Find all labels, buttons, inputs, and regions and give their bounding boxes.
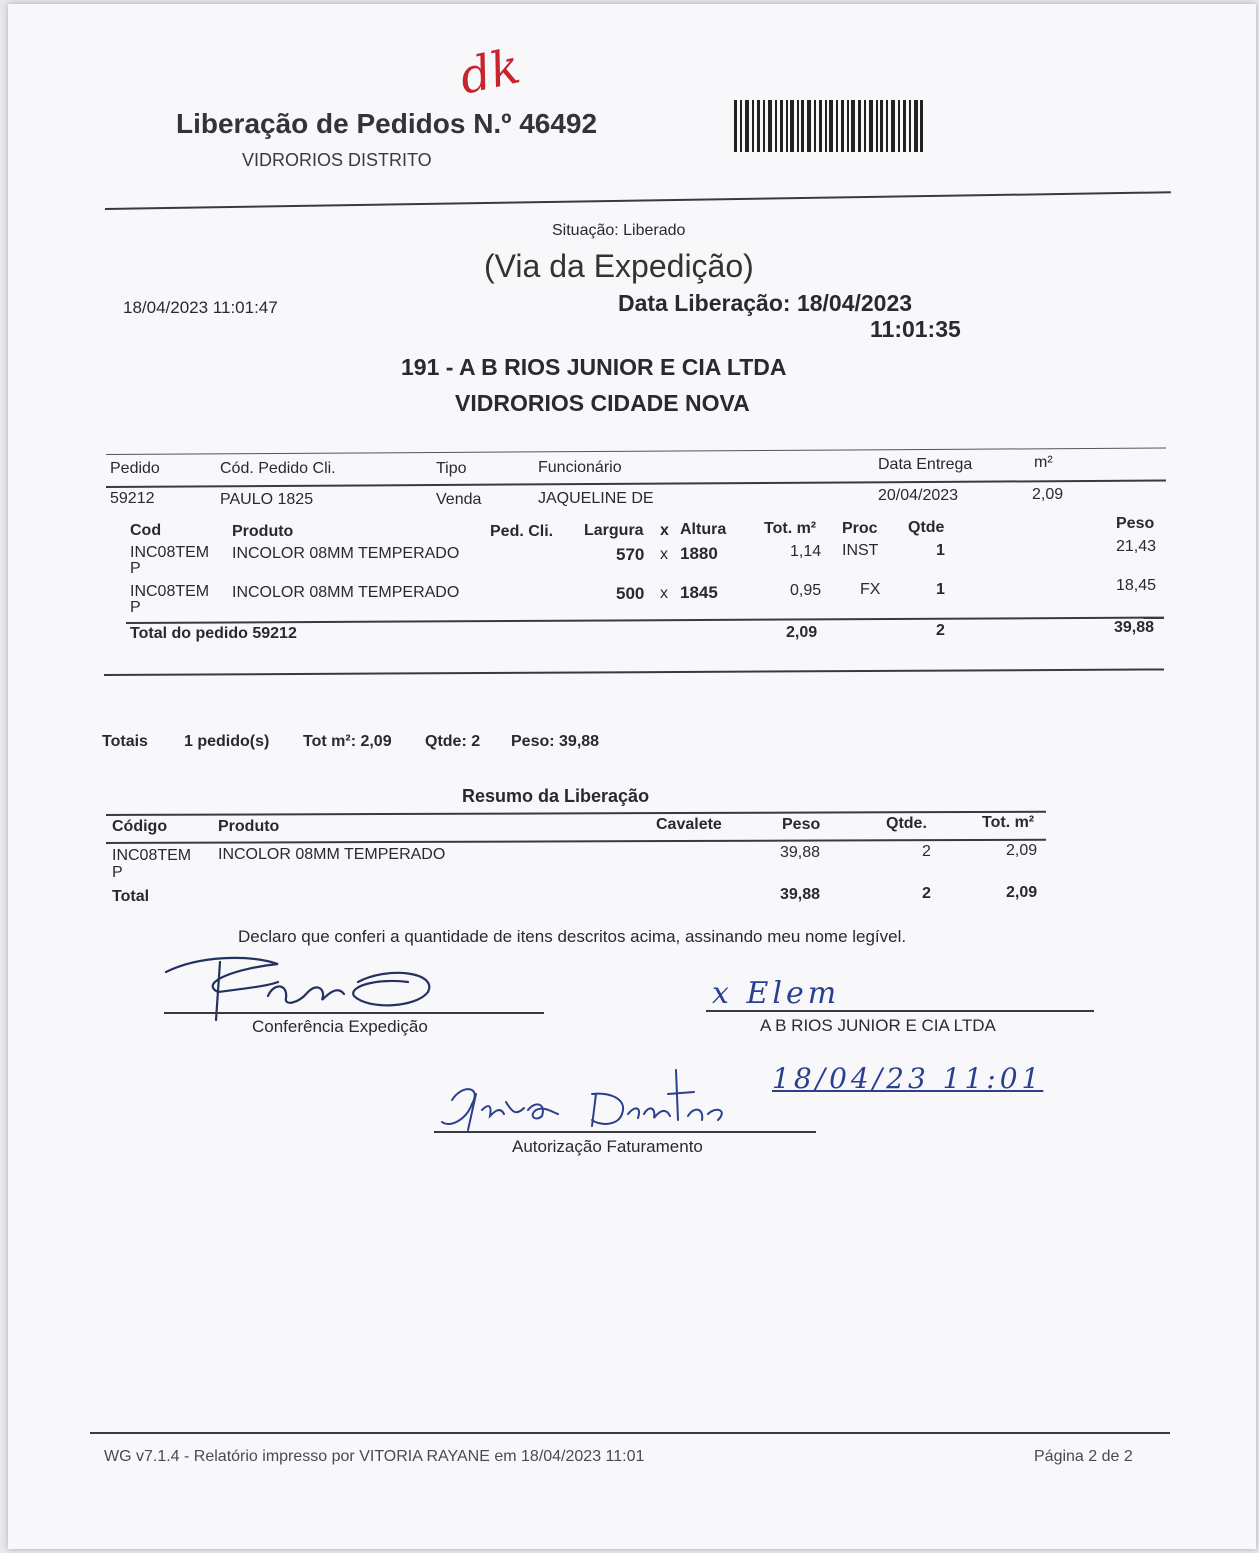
item-proc: INST — [842, 542, 879, 559]
items-col-tot-m2: Tot. m² — [764, 520, 817, 537]
signature-line-left — [164, 1012, 544, 1014]
item-x: x — [660, 585, 668, 602]
order-number: 59212 — [110, 490, 155, 507]
order-header-line — [106, 480, 1166, 488]
item-altura: 1845 — [680, 583, 718, 602]
col-cod-pedido-cli: Cód. Pedido Cli. — [220, 460, 336, 477]
footer-print-info: WG v7.1.4 - Relatório impresso por VITORIA RAYANE em 18/04/2023 11:01 — [104, 1448, 645, 1465]
item-produto: INCOLOR 08MM TEMPERADO — [232, 545, 460, 562]
summary-row-peso: 39,88 — [780, 844, 821, 861]
copy-label: (Via da Expedição) — [484, 248, 754, 284]
order-type: Venda — [436, 491, 482, 508]
signature-client: x Elem — [712, 976, 841, 1011]
col-data-entrega: Data Entrega — [878, 456, 973, 473]
order-client-code: PAULO 1825 — [220, 491, 314, 508]
order-total-m2: 2,09 — [786, 624, 818, 641]
col-funcionario: Funcionário — [538, 459, 622, 476]
totals-peso: Peso: 39,88 — [511, 733, 600, 750]
item-largura: 500 — [616, 584, 645, 603]
item-tot-m2: 0,95 — [790, 582, 822, 599]
summary-row-tot-m2: 2,09 — [1006, 842, 1038, 859]
item-peso: 18,45 — [1116, 577, 1157, 594]
declaration-text: Declaro que conferi a quantidade de itens descritos acima, assinando meu nome legível. — [238, 927, 907, 946]
footer-page-number: Página 2 de 2 — [1034, 1448, 1133, 1465]
totals-pedidos: 1 pedido(s) — [184, 733, 270, 750]
item-qtde: 1 — [936, 581, 945, 598]
print-datetime: 18/04/2023 11:01:47 — [123, 298, 278, 317]
items-col-altura: Altura — [680, 521, 727, 538]
summary-row-codigo-cont: P — [112, 864, 123, 881]
company-logo: dk — [454, 38, 525, 106]
items-col-produto: Produto — [232, 523, 294, 540]
order-total-label: Total do pedido 59212 — [130, 625, 297, 642]
document-title: Liberação de Pedidos N.º 46492 — [176, 108, 598, 139]
release-date: Data Liberação: 18/04/2023 — [618, 290, 913, 316]
col-tipo: Tipo — [436, 460, 467, 477]
item-tot-m2: 1,14 — [790, 543, 822, 560]
item-produto: INCOLOR 08MM TEMPERADO — [232, 584, 460, 601]
item-peso: 21,43 — [1116, 538, 1157, 555]
item-x: x — [660, 546, 668, 563]
barcode — [734, 100, 924, 152]
status-label: Situação: Liberado — [552, 222, 686, 239]
order-employee: JAQUELINE DE — [538, 490, 654, 507]
col-pedido: Pedido — [110, 460, 160, 477]
order-total-peso: 39,88 — [1114, 619, 1155, 636]
signature-label-left: Conferência Expedição — [252, 1017, 428, 1036]
items-total-line — [126, 617, 1164, 624]
item-qtde: 1 — [936, 542, 945, 559]
handwritten-date: 18/04/23 11:01 — [772, 1062, 1044, 1095]
signature-authorization — [432, 1064, 732, 1134]
summary-row-codigo: INC08TEM — [112, 847, 192, 864]
summary-total-qtde: 2 — [922, 885, 931, 902]
items-col-qtde: Qtde — [908, 519, 945, 536]
item-largura: 570 — [616, 545, 645, 564]
summary-col-cavalete: Cavalete — [656, 816, 722, 833]
signature-line-auth — [434, 1131, 816, 1133]
items-col-cod: Cod — [130, 522, 162, 539]
item-cod: INC08TEM — [130, 583, 210, 600]
summary-col-codigo: Código — [112, 818, 168, 835]
summary-header-line — [106, 839, 1046, 844]
order-m2: 2,09 — [1032, 486, 1064, 503]
signature-label-right: A B RIOS JUNIOR E CIA LTDA — [760, 1016, 996, 1035]
footer-line — [90, 1432, 1170, 1434]
totals-qtde: Qtde: 2 — [425, 733, 481, 750]
summary-col-tot-m2: Tot. m² — [982, 814, 1035, 831]
item-cod-cont: P — [130, 599, 141, 616]
items-col-peso: Peso — [1116, 515, 1155, 532]
summary-title: Resumo da Liberação — [462, 786, 650, 806]
items-col-x: x — [660, 522, 669, 539]
document-page — [8, 4, 1256, 1549]
items-col-largura: Largura — [584, 522, 644, 539]
summary-col-qtde: Qtde. — [886, 815, 927, 832]
totals-label: Totais — [102, 733, 148, 750]
item-altura: 1880 — [680, 544, 718, 563]
order-delivery-date: 20/04/2023 — [878, 487, 959, 504]
client-branch: VIDRORIOS CIDADE NOVA — [455, 390, 750, 416]
summary-row-produto: INCOLOR 08MM TEMPERADO — [218, 846, 446, 863]
header-divider — [105, 191, 1171, 210]
col-m2: m² — [1034, 454, 1053, 471]
summary-total-peso: 39,88 — [780, 886, 821, 903]
order-top-line — [106, 448, 1166, 455]
items-col-proc: Proc — [842, 520, 878, 537]
signature-line-right — [706, 1010, 1094, 1012]
items-col-ped-cli: Ped. Cli. — [490, 523, 554, 540]
item-cod-cont: P — [130, 560, 141, 577]
order-bottom-line — [104, 668, 1164, 676]
summary-row-qtde: 2 — [922, 843, 931, 860]
summary-col-peso: Peso — [782, 816, 821, 833]
totals-m2: Tot m²: 2,09 — [303, 733, 392, 750]
summary-total-tot-m2: 2,09 — [1006, 884, 1038, 901]
order-total-qtde: 2 — [936, 622, 945, 639]
summary-col-produto: Produto — [218, 818, 280, 835]
item-cod: INC08TEM — [130, 544, 210, 561]
summary-total-label: Total — [112, 888, 150, 905]
document-subtitle: VIDRORIOS DISTRITO — [242, 150, 432, 170]
client-name: 191 - A B RIOS JUNIOR E CIA LTDA — [401, 354, 787, 380]
release-time: 11:01:35 — [870, 316, 961, 342]
signature-label-auth: Autorização Faturamento — [512, 1137, 703, 1156]
item-proc: FX — [860, 581, 881, 598]
